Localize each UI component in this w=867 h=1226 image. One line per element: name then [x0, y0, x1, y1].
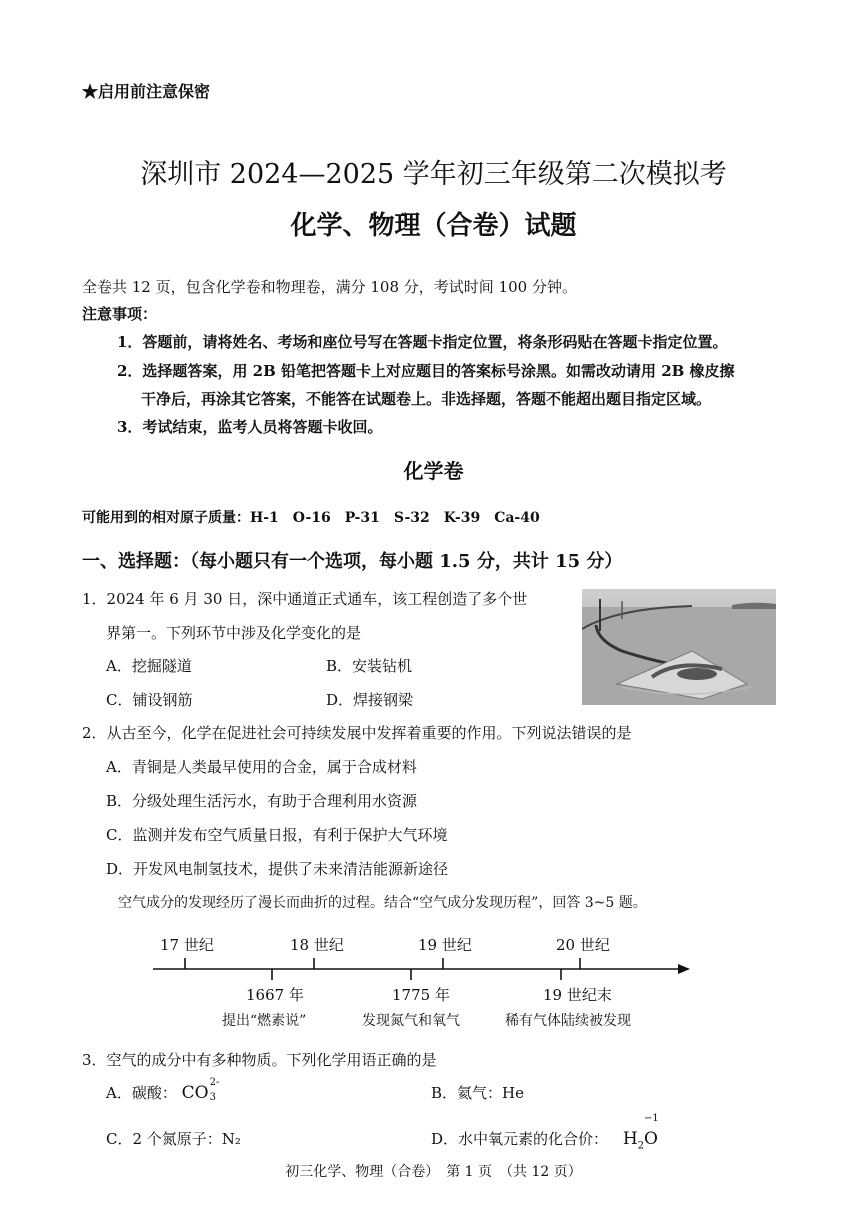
- intro-text: 全卷共 12 页，包含化学卷和物理卷，满分 108 分，考试时间 100 分钟。: [82, 278, 577, 296]
- q2-option-d: D．开发风电制氢技术，提供了未来清洁能源新途径: [106, 860, 449, 878]
- q3-stem: 3．空气的成分中有多种物质。下列化学用语正确的是: [82, 1051, 437, 1069]
- q3-option-d: [431, 1113, 659, 1152]
- confidential-label: ★启用前注意保密: [82, 82, 211, 101]
- note-2: 2．选择题答案，用 2B 铅笔把答题卡上对应题目的答案标号涂黑。如需改动请用 2B 橡皮擦: [117, 362, 735, 380]
- timeline-century-19: 19 世纪: [418, 936, 472, 954]
- notes-heading: 注意事项：: [82, 305, 158, 323]
- carbonate-symbol: CO: [181, 1083, 209, 1103]
- water-o: O: [644, 1129, 658, 1149]
- q1-option-d: D．焊接钢梁: [326, 691, 414, 709]
- q2-option-a: A．青铜是人类最早使用的合金，属于合成材料: [106, 758, 417, 776]
- bridge-photo: [582, 589, 776, 705]
- water-h-subscript: 2: [637, 1140, 645, 1152]
- note-2-cont: 干净后，再涂其它答案，不能答在试题卷上。非选择题，答题不能超出题目指定区域。: [141, 390, 712, 408]
- page-footer: 初三化学、物理（合卷） 第 1 页 （共 12 页）: [285, 1164, 582, 1180]
- q3-option-a-label: A．碳酸：: [106, 1084, 177, 1102]
- timeline-event-noble-gases: 稀有气体陆续被发现: [505, 1013, 631, 1029]
- note-3: 3．考试结束，监考人员将答题卡收回。: [117, 418, 383, 436]
- timeline-century-20: 20 世纪: [556, 936, 610, 954]
- q1-option-b: B．安装钻机: [326, 657, 413, 675]
- water-h: H: [622, 1129, 638, 1149]
- q3-option-a-formula: [181, 1077, 223, 1103]
- q1-option-a: A．挖掘隧道: [106, 657, 192, 675]
- part1-heading: 一、选择题：（每小题只有一个选项，每小题 1.5 分，共计 15 分）: [82, 551, 623, 572]
- q3-option-a: [106, 1077, 223, 1103]
- exam-subtitle: 化学、物理（合卷）试题: [290, 211, 577, 241]
- carbonate-charge: 2-: [209, 1077, 220, 1088]
- q3-option-b: B．氦气：He: [431, 1084, 524, 1102]
- q1-stem-2: 界第一。下列环节中涉及化学变化的是: [106, 624, 362, 642]
- exam-title: 深圳市 2024—2025 学年初三年级第二次模拟考: [140, 159, 727, 190]
- discovery-timeline: [0, 930, 867, 1035]
- q2-option-c: C．监测并发布空气质量日报，有利于保护大气环境: [106, 826, 448, 844]
- context-text: 空气成分的发现经历了漫长而曲折的过程。结合“空气成分发现历程”，回答 3~5 题。: [118, 895, 647, 911]
- q2-option-b: B．分级处理生活污水，有助于合理利用水资源: [106, 792, 418, 810]
- timeline-event-phlogiston: 提出“燃素说”: [222, 1013, 307, 1029]
- section-title: 化学卷: [403, 459, 464, 483]
- timeline-year-19th-end: 19 世纪末: [543, 986, 612, 1004]
- timeline-century-18: 18 世纪: [290, 936, 344, 954]
- q3-option-d-label: D．水中氧元素的化合价：: [431, 1130, 609, 1148]
- q3-option-c: C．2 个氮原子：N₂: [106, 1130, 241, 1148]
- q3-option-d-formula: [622, 1113, 659, 1152]
- note-1: 1．答题前，请将姓名、考场和座位号写在答题卡指定位置，将条形码贴在答题卡指定位置。: [117, 333, 728, 351]
- q2-stem: 2．从古至今，化学在促进社会可持续发展中发挥着重要的作用。下列说法错误的是: [82, 724, 632, 742]
- carbonate-subscript: 3: [209, 1092, 216, 1103]
- timeline-year-1667: 1667 年: [246, 986, 304, 1004]
- timeline-event-n2-o2: 发现氮气和氧气: [362, 1013, 460, 1029]
- q1-stem-1: 1．2024 年 6 月 30 日，深中通道正式通车，该工程创造了多个世: [82, 590, 528, 608]
- timeline-century-17: 17 世纪: [160, 936, 214, 954]
- oxygen-valence: −1: [644, 1113, 659, 1124]
- timeline-year-1775: 1775 年: [392, 986, 450, 1004]
- q1-option-c: C．铺设钢筋: [106, 691, 193, 709]
- atomic-masses: 可能用到的相对原子质量：H-1 O-16 P-31 S-32 K-39 Ca-40: [82, 510, 540, 526]
